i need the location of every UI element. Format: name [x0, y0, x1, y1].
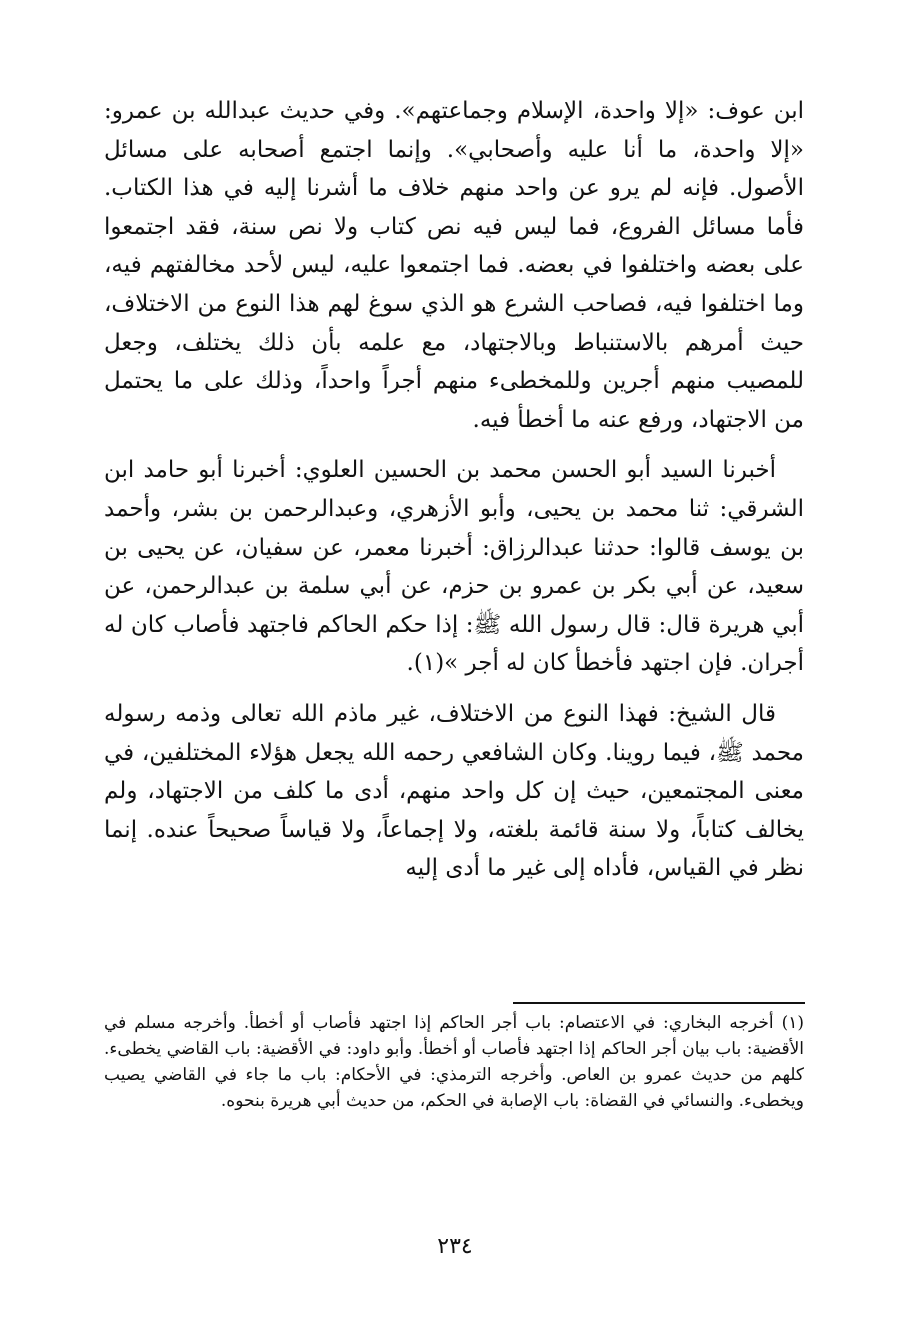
footnotes-block	[104, 1010, 804, 1114]
paragraph-3: قال الشيخ: فهذا النوع من الاختلاف، غير ماذم الله تعالى وذمه رسوله محمد ﷺ، فيما روينا. وكان الشافعي رحمه الله يجعل هؤلاء المختلفين، في معنى المجتمعين، حيث إن كل واحد منهم، أدى ما كلف من الاجتهاد، ولم يخالف كتاباً، ولا سنة قائمة بلغته، ولا إجماعاً، ولا قياساً صحيحاً عنده. إنما نظر في القياس، فأداه إلى غير ما أدى إليه	[104, 700, 804, 882]
footnote-separator	[513, 1002, 805, 1004]
paragraph-2: أخبرنا السيد أبو الحسن محمد بن الحسين العلوي: أخبرنا أبو حامد ابن الشرقي: ثنا محمد بن يحيى، وأبو الأزهري، وعبدالرحمن بن بشر، وأحمد بن يوسف قالوا: حدثنا عبدالرزاق: أخبرنا معمر، عن سفيان، عن يحيى بن سعيد، عن أبي بكر بن عمرو بن حزم، عن أبي سلمة بن عبدالرحمن، عن أبي هريرة قال: قال رسول الله ﷺ: إذا حكم الحاكم فاجتهد فأصاب كان له أجران. فإن اجتهد فأخطأ كان له أجر »(١).	[104, 457, 804, 677]
paragraph-1: ابن عوف: «إلا واحدة، الإسلام وجماعتهم». وفي حديث عبدالله بن عمرو: «إلا واحدة، ما أنا عليه وأصحابي». وإنما اجتمع أصحابه على مسائل الأصول. فإنه لم يرو عن واحد منهم خلاف ما أشرنا إليه في هذا الكتاب. فأما مسائل الفروع، فما ليس فيه نص كتاب ولا نص سنة، فقد اجتمعوا على بعضه واختلفوا في بعضه. فما اجتمعوا عليه، ليس لأحد مخالفتهم فيه، وما اختلفوا فيه، فصاحب الشرع هو الذي سوغ لهم هذا النوع من الاختلاف، حيث أمرهم بالاستنباط وبالاجتهاد، مع علمه بأن ذلك يختلف، وجعل للمصيب منهم أجرين وللمخطىء منهم أجراً واحداً، وذلك على ما يحتمل من الاجتهاد، ورفع عنه ما أخطأ فيه.	[104, 98, 804, 433]
main-text-block	[104, 92, 804, 900]
page-number: ٢٣٤	[437, 1234, 473, 1259]
footnote-1: (١) أخرجه البخاري: في الاعتصام: باب أجر الحاكم إذا اجتهد فأصاب أو أخطأ. وأخرجه مسلم في الأقضية: باب بيان أجر الحاكم إذا اجتهد فأصاب أو أخطأ. وأبو داود: في الأقضية: باب القاضي يخطىء. كلهم من حديث عمرو بن العاص. وأخرجه الترمذي: في الأحكام: باب ما جاء في القاضي يصيب ويخطىء. والنسائي في القضاة: باب الإصابة في الحكم، من حديث أبي هريرة بنحوه.	[104, 1013, 804, 1111]
